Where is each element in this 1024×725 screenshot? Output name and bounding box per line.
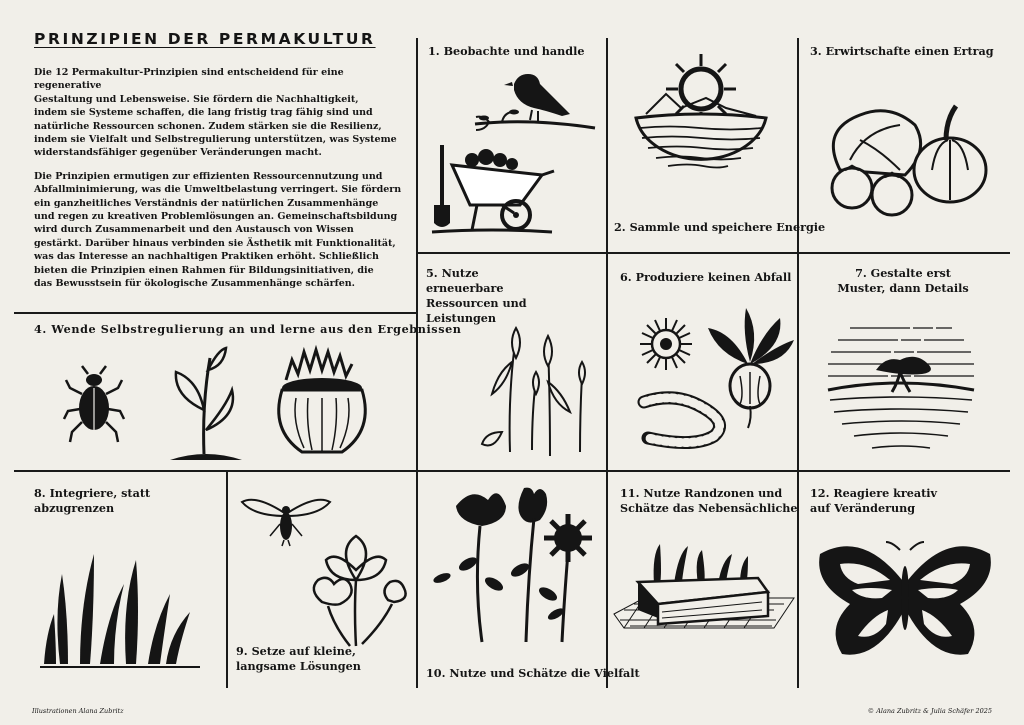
principle-11-label: 11. Nutze Randzonen und Schätze das Nebensächliche bbox=[620, 486, 798, 515]
principle-1-label: 1. Beobachte und handle bbox=[428, 44, 585, 58]
principle-3-label: 3. Erwirtschafte einen Ertrag bbox=[810, 44, 994, 58]
pot-icon bbox=[272, 350, 372, 460]
worm-icon bbox=[636, 388, 732, 448]
sun-icon bbox=[626, 52, 776, 202]
footer-left: Illustrationen Alana Zubritz bbox=[32, 707, 124, 715]
footer-right: © Alana Zubritz & Julia Schäfer 2025 bbox=[867, 707, 992, 715]
principle-4-label: 4. Wende Selbstregulierung an und lerne aus den Ergebnissen bbox=[34, 322, 462, 336]
wildflowers-icon bbox=[428, 484, 598, 644]
principle-9-label: 9. Setze auf kleine, langsame Lösungen bbox=[236, 644, 361, 673]
beetle-icon bbox=[64, 364, 124, 444]
planter-box-icon bbox=[614, 538, 794, 648]
principle-7-label: 7. Gestalte erst Muster, dann Details bbox=[837, 266, 969, 295]
principle-6-label: 6. Produziere keinen Abfall bbox=[620, 270, 792, 284]
page-title: PRINZIPIEN DER PERMAKULTUR bbox=[34, 30, 376, 48]
intro-paragraph-1: Die 12 Permakultur-Prinzipien sind entscheidend für eine regenerative Gestaltung und Lebensweise. Sie fördern die Nachhaltigkeit, indem sie Systeme schaffen, die lang fristig trag fähig sind und natürliche Ressourcen schonen. Zudem stärken sie die Resilienz, indem sie Vielfalt und Selbstregulierung unterstützen, was Systeme widerstandsfähiger gegenüber Veränderungen macht. bbox=[34, 67, 397, 159]
principle-12-label: 12. Reagiere kreativ auf Veränderung bbox=[810, 486, 938, 515]
principle-10-label: 10. Nutze und Schätze die Vielfalt bbox=[426, 666, 640, 680]
grid-line bbox=[416, 38, 418, 688]
principle-2-label: 2. Sammle und speichere Energie bbox=[614, 220, 826, 234]
vegetables-icon bbox=[820, 100, 990, 220]
urchin-icon bbox=[638, 316, 694, 372]
wheelbarrow-icon bbox=[432, 120, 562, 240]
intro-paragraph-2: Die Prinzipien ermutigen zur effizienten Ressourcennutzung und Abfallminimierung, was die Umweltbelastung verringert. Sie fördern ein ganzheitliches Verständnis der natürlichen Zusammenhänge und regen zu kreativen Problemlösungen an. Gemeinschaftsbildung wird durch Zusammenarbeit und den Austausch von Wissen gestärkt. Darüber hinaus verbinden sie Ästhetik mit Funktionalität, was das Interesse an nachhaltigen Praktiken erhöht. Schließlich bieten die Prinzipien einen Rahmen für Bildungsinitiativen, die das Bewusstsein für ökologische Zusammenhänge schärfen. bbox=[34, 170, 402, 290]
flowers-icon bbox=[300, 530, 410, 650]
grass-icon bbox=[40, 548, 200, 668]
butterfly-icon bbox=[816, 540, 994, 666]
grid-line bbox=[606, 38, 608, 688]
grid-line bbox=[416, 252, 1010, 254]
grid-line bbox=[226, 470, 228, 688]
sprout-icon bbox=[160, 344, 250, 464]
principle-8-label: 8. Integriere, statt abzugrenzen bbox=[34, 486, 151, 515]
intro-text bbox=[34, 66, 410, 301]
grid-line bbox=[14, 312, 417, 314]
tree-circle-icon bbox=[826, 318, 976, 458]
grid-line bbox=[14, 470, 1010, 472]
principle-5-label: 5. Nutze erneuerbare Ressourcen und Leistungen bbox=[426, 266, 527, 325]
lily-plants-icon bbox=[482, 322, 592, 462]
